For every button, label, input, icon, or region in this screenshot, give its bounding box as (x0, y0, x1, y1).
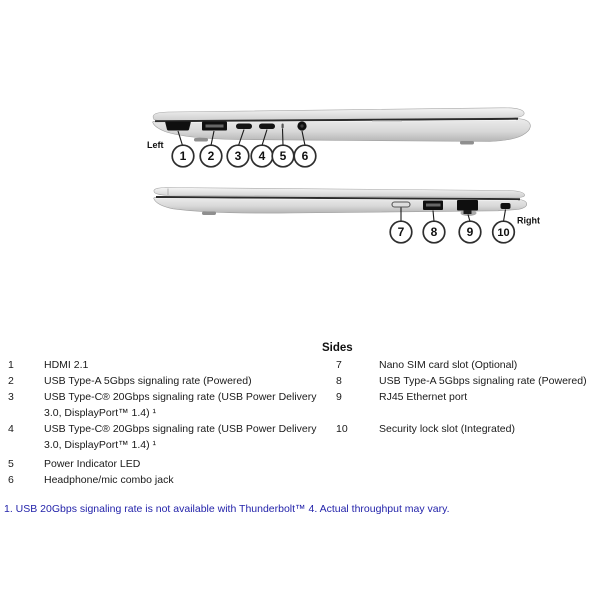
laptop-right-side-diagram (140, 178, 560, 253)
port-number: 5 (8, 458, 14, 470)
nano-sim-slot (392, 202, 410, 207)
headphone-jack-pin (300, 124, 303, 127)
callout-number-4: 4 (258, 149, 266, 164)
callout-number-9: 9 (466, 225, 474, 240)
port-number: 2 (8, 375, 14, 387)
callout-number-8: 8 (430, 225, 438, 240)
port-description: Security lock slot (Integrated) (379, 423, 515, 435)
port-row (0, 373, 600, 389)
port-number: 8 (336, 375, 342, 387)
callout-number-2: 2 (207, 149, 215, 164)
power-led (282, 124, 284, 129)
rubber-foot (460, 141, 474, 145)
port-description: HDMI 2.1 (44, 359, 89, 371)
right-side-label: Right (517, 215, 540, 226)
rj45-latch (464, 210, 472, 214)
usb-a-tongue (206, 125, 224, 128)
port-number: 9 (336, 391, 342, 403)
port-row (0, 357, 600, 373)
left-side-label: Left (147, 140, 164, 150)
callout-number-1: 1 (179, 149, 187, 164)
section-title: Sides (322, 342, 353, 354)
port-number: 6 (8, 474, 14, 486)
embossed-mark (372, 120, 402, 122)
port-description: USB Type-A 5Gbps signaling rate (Powered) (44, 375, 252, 387)
port-row (0, 421, 600, 453)
port-description: Nano SIM card slot (Optional) (379, 359, 518, 371)
hdmi-port (165, 122, 191, 131)
port-row (0, 456, 600, 472)
port-row (0, 472, 600, 488)
port-number: 4 (8, 423, 14, 435)
port-number: 7 (336, 359, 342, 371)
port-number: 3 (8, 391, 14, 403)
rubber-foot (202, 212, 216, 216)
usb-a-tongue (426, 204, 441, 207)
port-number: 10 (336, 423, 348, 435)
usb-c-port-1 (236, 124, 252, 130)
callout-number-6: 6 (301, 149, 309, 164)
port-row (0, 389, 600, 421)
laptop-left-side-diagram (140, 98, 550, 173)
rubber-foot (194, 138, 208, 142)
footnote: 1. USB 20Gbps signaling rate is not available with Thunderbolt™ 4. Actual throughput may vary. (4, 503, 450, 515)
callout-number-7: 7 (397, 225, 405, 240)
usb-c-port-2 (259, 124, 275, 130)
security-lock-slot (501, 203, 511, 209)
port-number: 1 (8, 359, 14, 371)
port-description: USB Type-A 5Gbps signaling rate (Powered) (379, 375, 587, 387)
port-description: RJ45 Ethernet port (379, 391, 468, 403)
callout-number-3: 3 (234, 149, 242, 164)
port-description: Power Indicator LED (44, 458, 141, 470)
rj45-ethernet-port (457, 200, 478, 211)
callout-number-5: 5 (279, 149, 287, 164)
port-description: Headphone/mic combo jack (44, 474, 174, 486)
port-description: USB Type-C® 20Gbps signaling rate (USB Power Delivery 3.0, DisplayPort™ 1.4) ¹ (44, 423, 317, 451)
callout-number-10: 10 (497, 227, 510, 240)
port-description: USB Type-C® 20Gbps signaling rate (USB Power Delivery 3.0, DisplayPort™ 1.4) ¹ (44, 391, 317, 419)
ports-table (0, 357, 600, 488)
